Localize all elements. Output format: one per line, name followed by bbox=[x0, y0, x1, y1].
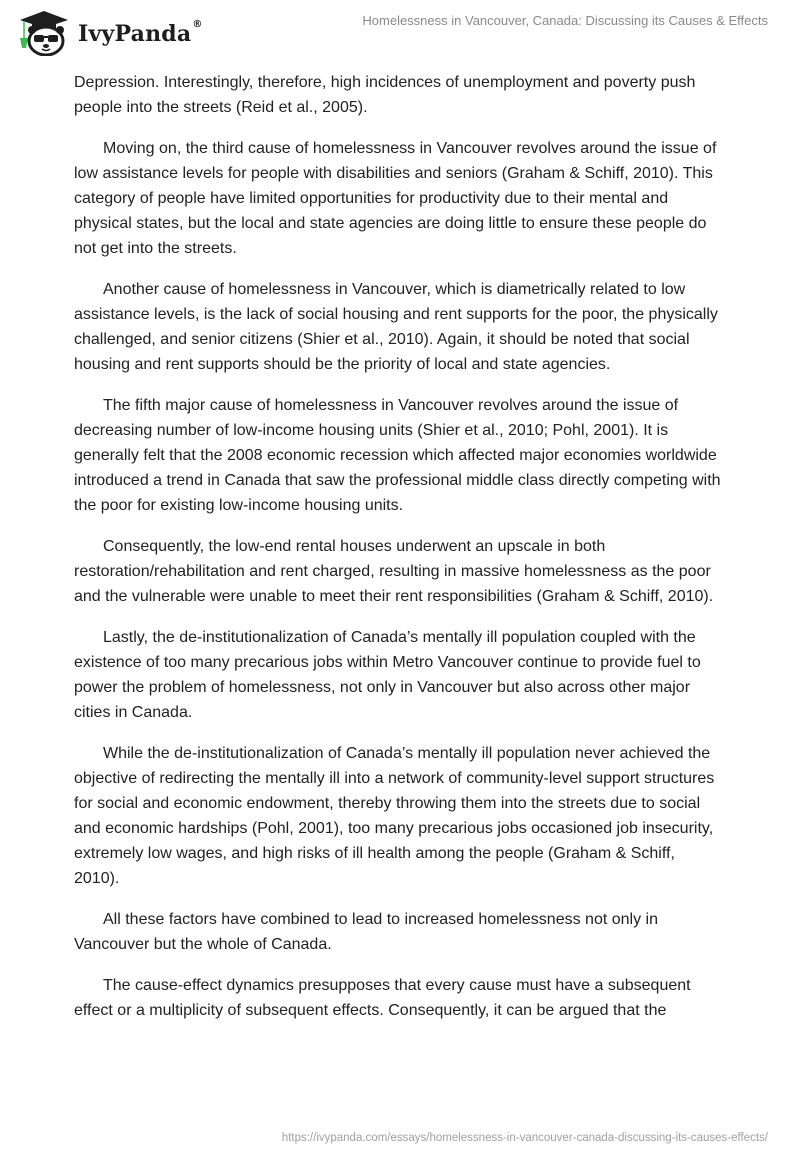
paragraph: The fifth major cause of homelessness in Vancouver revolves around the issue of decreasing number of low-income housing units (Shier et al., 2010; Pohl, 2001). It is generally felt that the 2008 economic recession which affected major economies worldwide introduced a trend in Canada that saw the professional middle class directly competing with the poor for existing low-income housing units. bbox=[74, 397, 721, 514]
ivypanda-logo[interactable] bbox=[16, 8, 203, 56]
paragraph: All these factors have combined to lead to increased homelessness not only in Vancouver but the whole of Canada. bbox=[74, 911, 658, 953]
essay-body bbox=[74, 70, 724, 1039]
paragraph: Another cause of homelessness in Vancouver, which is diametrically related to low assistance levels, is the lack of social housing and rent supports for the poor, the physically challenged, and senior citizens (Shier et al., 2010). Again, it should be noted that social housing and rent supports should be the priority of local and state agencies. bbox=[74, 281, 718, 373]
panda-graduate-icon bbox=[16, 8, 72, 56]
paragraph: Lastly, the de-institutionalization of Canada’s mentally ill population coupled with the existence of too many precarious jobs within Metro Vancouver continue to provide fuel to power the problem of homelessness, not only in Vancouver but also across other major cities in Canada. bbox=[74, 629, 701, 721]
paragraph: Depression. Interestingly, therefore, high incidences of unemployment and poverty push people into the streets (Reid et al., 2005). bbox=[74, 74, 696, 116]
source-url[interactable]: https://ivypanda.com/essays/homelessness-in-vancouver-canada-discussing-its-causes-effects/ bbox=[281, 1132, 768, 1144]
registered-mark: ® bbox=[192, 19, 203, 30]
page-header bbox=[0, 0, 800, 62]
logo-wordmark bbox=[78, 21, 203, 47]
paragraph: While the de-institutionalization of Canada’s mentally ill population never achieved the objective of redirecting the mentally ill into a network of community-level support structures for social and economic endowment, thereby throwing them into the streets due to social and economic hardships (Pohl, 2001), too many precarious jobs occasioned job insecurity, extremely low wages, and high risks of ill health among the people (Graham & Schiff, 2010). bbox=[74, 745, 715, 887]
logo-text: IvyPanda bbox=[78, 21, 192, 47]
paragraph: The cause-effect dynamics presupposes that every cause must have a subsequent effect or a multiplicity of subsequent effects. Consequently, it can be argued that the bbox=[74, 977, 691, 1019]
paragraph: Consequently, the low-end rental houses underwent an upscale in both restoration/rehabilitation and rent charged, resulting in massive homelessness as the poor and the vulnerable were unable to meet their rent responsibilities (Graham & Schiff, 2010). bbox=[74, 538, 714, 605]
paragraph: Moving on, the third cause of homelessness in Vancouver revolves around the issue of low assistance levels for people with disabilities and seniors (Graham & Schiff, 2010). This category of people have limited opportunities for productivity due to their mental and physical states, but the local and state agencies are doing little to ensure these people do not get into the streets. bbox=[74, 140, 717, 257]
document-title: Homelessness in Vancouver, Canada: Discussing its Causes & Effects bbox=[362, 13, 768, 28]
